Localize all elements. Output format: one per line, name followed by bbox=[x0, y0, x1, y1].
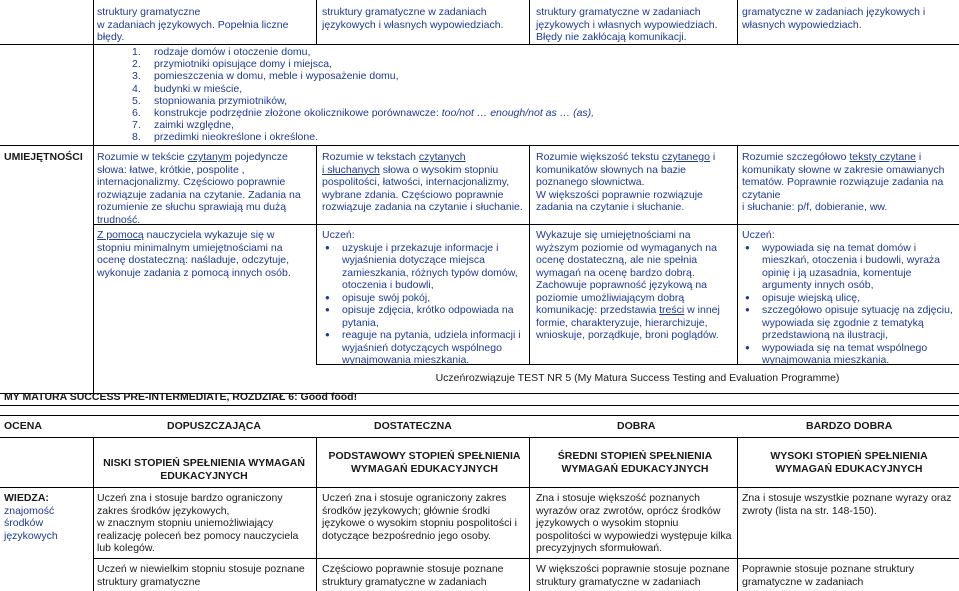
top-cell-3: struktury gramatyczne w zadaniach językowych i własnych wypowiedziach. Błędy nie zakłócają komunikacji. bbox=[536, 6, 718, 43]
topic-item: 8. przedimki nieokreślone i określone. bbox=[132, 131, 732, 143]
topics-list bbox=[132, 46, 732, 144]
grid-line bbox=[0, 487, 959, 488]
grade-header: OCENA bbox=[4, 420, 42, 432]
grid-line bbox=[737, 145, 738, 364]
speaking-cell-1: Z pomocą nauczyciela wykazuje się w stopniu minimalnym umiejętnościami na ocenę dostateczną: naśladuje, odczytuje, wykonuje zadania z pomocą innych osób. bbox=[97, 229, 291, 279]
grid-line bbox=[316, 145, 317, 364]
grade-header: DOPUSZCZAJĄCA bbox=[167, 420, 261, 432]
grid-line bbox=[0, 145, 959, 146]
list-item: ● szczegółowo opisuje sytuację na zdjęciu, wypowiada się zgodnie z tematyką przedstawioną na ilustracji, bbox=[742, 304, 956, 342]
skills-cell-4: Rozumie szczegółowo teksty czytane i komunikaty słowne w zakresie omawianych tematów. Poprawnie rozwiązuje zadania na czytanie i słuchanie: p/f, dobieranie, ww. bbox=[742, 151, 945, 213]
bottom-cell-4: Poprawnie stosuje poznane struktury gramatyczne w zadaniach bbox=[742, 563, 915, 588]
skills-cell-2: Rozumie w tekstach czytanych i słuchanych słowa o wysokim stopniu pospolitości, łatwości, internacjonalizmy, wybrane zdania. Częściowo poprawnie rozwiązuje zadania na czytanie i słuchanie. bbox=[322, 151, 523, 213]
list-item: ● wypowiada się na temat wspólnego wynajmowania mieszkania. bbox=[742, 342, 956, 367]
topic-item: 1. rodzaje domów i otoczenie domu, bbox=[132, 46, 732, 58]
grid-line bbox=[93, 44, 94, 145]
level-header: WYSOKI STOPIEŃ SPEŁNIENIA WYMAGAŃ EDUKACYJNYCH bbox=[770, 450, 928, 475]
level-header: ŚREDNI STOPIEŃ SPEŁNIENIA WYMAGAŃ EDUKACYJNYCH bbox=[557, 450, 713, 475]
grid-line bbox=[316, 0, 317, 44]
knowledge-cell-4: Zna i stosuje wszystkie poznane wyrazy oraz zwroty (lista na str. 148-150). bbox=[742, 492, 952, 517]
grid-line bbox=[93, 0, 94, 44]
topic-item: 7. zaimki względne, bbox=[132, 119, 732, 131]
skills-cell-1: Rozumie w tekście czytanym pojedyncze słowa: łatwe, krótkie, pospolite , internacjonalizmy. Częściowo poprawnie rozwiązuje zadania na czytanie. Zadania na rozumienie ze słuchu sprawiają mu dużą trudność. bbox=[97, 151, 301, 226]
skills-cell-3: Rozumie większość tekstu czytanego i komunikatów słownych na bazie poznanego słownictwa. W większości poprawnie rozwiązuje zadania na czytanie i słuchanie. bbox=[536, 151, 716, 213]
grid-line bbox=[0, 437, 959, 438]
topic-item: 4. budynki w mieście, bbox=[132, 83, 732, 95]
knowledge-cell-1: Uczeń zna i stosuje bardzo ograniczony zakres środków językowych, w znacznym stopniu uniemożliwiający realizację poleceń bez pomocy nauczyciela lub kolegów. bbox=[97, 492, 299, 554]
level-header: PODSTAWOWY STOPIEŃ SPEŁNIENIA WYMAGAŃ EDUKACYJNYCH bbox=[328, 450, 521, 475]
test-note: Uczeńrozwiązuje TEST NR 5 (My Matura Success Testing and Evaluation Programme) bbox=[435, 372, 840, 384]
grid-line bbox=[93, 145, 94, 393]
bottom-cell-3: W większości poprawnie stosuje poznane struktury gramatyczne w zadaniach bbox=[536, 563, 730, 588]
grid-line bbox=[93, 437, 94, 591]
knowledge-cell-3: Zna i stosuje większość poznanych wyrazów oraz zwrotów, oprócz środków językowych o wysokim stopniu pospolitości w wypowiedzi występuje kilka precyzyjnych sformułowań. bbox=[536, 492, 732, 554]
list-item: ● wypowiada się na temat domów i mieszkań, otoczenia i budowli, wyraża opinię i ją uzasadnia, komentuje argumenty innych osób, bbox=[742, 242, 956, 292]
list-item: ● opisuje wiejską ulicę, bbox=[742, 292, 956, 305]
top-cell-4: gramatyczne w zadaniach językowych i własnych wypowiedziach. bbox=[742, 6, 926, 31]
list-item: ● reaguje na pytania, udziela informacji i wyjaśnień dotyczących wspólnego wynajmowania mieszkania. bbox=[322, 329, 527, 367]
grid-line bbox=[0, 44, 959, 45]
topic-item: 2. przymiotniki opisujące domy i miejsca, bbox=[132, 58, 732, 70]
grade-header: BARDZO DOBRA bbox=[806, 420, 893, 432]
bottom-cell-1: Uczeń w niewielkim stopniu stosuje poznane struktury gramatyczne bbox=[97, 563, 305, 588]
topic-item: 6. konstrukcje podrzędnie złożone okolicznikowe porównawcze: too/not … enough/not as … (as), bbox=[132, 107, 732, 119]
speaking-cell-4: Uczeń: ● wypowiada się na temat domów i mieszkań, otoczenia i budowli, wyraża opinię i ją uzasadnia, komentuje argumenty innych osób, ● opisuje wiejską ulicę, ● szczegółowo opisuje sytuację na zdjęciu, wypowiada się zgodnie z tematyką przedstawioną na ilustracji, ● wypowiada się na temat wspólnego wynajmowania mieszkania. bbox=[742, 229, 956, 367]
grid-line bbox=[529, 145, 530, 364]
grid-line bbox=[737, 0, 738, 44]
knowledge-label: WIEDZA: znajomość środków językowych bbox=[4, 492, 58, 542]
skills-label: UMIEJĘTNOŚCI bbox=[4, 151, 83, 163]
grade-header: DOBRA bbox=[617, 420, 656, 432]
grid-line bbox=[0, 415, 959, 416]
list-item: ● uzyskuje i przekazuje informacje i wyjaśnienia dotyczące miejsca zamieszkania, różnych typów domów, otoczenia i budowli, bbox=[322, 242, 527, 292]
grid-line bbox=[316, 437, 317, 591]
speaking-cell-3: Wykazuje się umiejętnościami na wyższym poziomie od wymaganych na ocenę dostateczną, ale nie spełnia wymagań na ocenę bardzo dobrą. Zachowuje poprawność językową na poziomie umożliwiającym dobrą komunikację: przedstawia treści w innej formie, charakteryzuje, hierarchizuje, wnioskuje, porządkuje, broni poglądów. bbox=[536, 229, 720, 341]
speaking-cell-2: Uczeń: ● uzyskuje i przekazuje informacje i wyjaśnienia dotyczące miejsca zamieszkania, różnych typów domów, otoczenia i budowli, ● opisuje swój pokój, ● opisuje zdjęcia, krótko odpowiada na pytania, ● reaguje na pytania, udziela informacji i wyjaśnień dotyczących wspólnego wynajmowania mieszkania. bbox=[322, 229, 527, 367]
grid-line bbox=[0, 405, 959, 406]
bottom-cell-2: Częściowo poprawnie stosuje poznane struktury gramatyczne w zadaniach bbox=[322, 563, 504, 588]
topic-item: 3. pomieszczenia w domu, meble i wyposażenie domu, bbox=[132, 70, 732, 82]
level-header: NISKI STOPIEŃ SPEŁNIENIA WYMAGAŃ EDUKACYJNYCH bbox=[103, 457, 305, 482]
grid-line bbox=[529, 437, 530, 591]
grid-line bbox=[529, 0, 530, 44]
grid-line bbox=[737, 437, 738, 591]
grid-line bbox=[93, 558, 959, 559]
grade-header: DOSTATECZNA bbox=[374, 420, 452, 432]
list-item: ● opisuje swój pokój, bbox=[322, 292, 527, 305]
top-cell-1: struktury gramatyczne w zadaniach językowych. Popełnia liczne błędy. bbox=[97, 6, 289, 43]
topic-item: 5. stopniowania przymiotników, bbox=[132, 95, 732, 107]
top-cell-2: struktury gramatyczne w zadaniach językowych i własnych wypowiedziach. bbox=[322, 6, 504, 31]
knowledge-cell-2: Uczeń zna i stosuje ograniczony zakres środków językowych; głównie środki językowe o wysokim stopniu pospolitości i dotyczące bezpośrednio jego osoby. bbox=[322, 492, 517, 542]
section-title: MY MATURA SUCCESS PRE-INTERMEDIATE, ROZDZIAŁ 6: Good food! bbox=[4, 391, 358, 403]
list-item: ● opisuje zdjęcia, krótko odpowiada na pytania, bbox=[322, 304, 527, 329]
